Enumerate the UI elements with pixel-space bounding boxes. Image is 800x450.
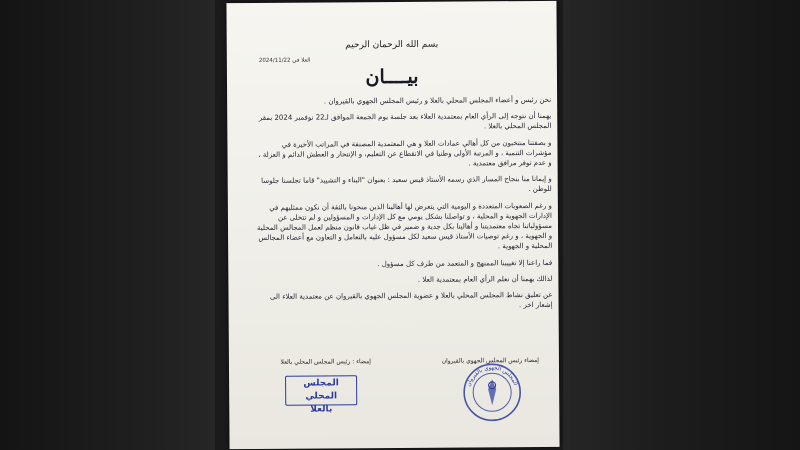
stamp-line-2: بالعلا — [310, 404, 333, 415]
paragraph: يهمنا أن نتوجه إلى الرأي العام بمعتمدية العلاء بعد جلسة يوم الجمعة الموافق لـ22 نوفمبر 2024 بمقر المجلس المحلي بالعلا . — [258, 112, 552, 131]
dark-background-right — [563, 0, 800, 450]
paragraph: فما راعنا إلا تغييبنا الممنهج و المتعمد من طرف كل مسؤول . — [377, 258, 553, 268]
document-date: العلا في 2024/11/22 — [258, 57, 311, 64]
document-sheet — [226, 1, 559, 449]
paragraph: نحن رئيس و أعضاء المجلس المحلي بالعلا و رئيس المجلس الجهوي بالقيروان . — [323, 95, 552, 106]
paragraph: و رغم الصعوبات المتعددة و اليومية التي يتعرض لها أهالينا الذين منحونا بالثقة أن نكون ممثليهم في الإدارات الجهوية و المحلية ، و تواصلنا بشكل يومي مع كل الإدارات و المسؤولين و لم تتخلى عن مسؤولياتنا تجاه معتمديتنا و أهالينا بكل جدية و ضمير في ظل غياب قانون منظم لعمل المجالس المحلية و الجهوية ، و رغم توصيات الأستاذ قيس سعيد لكل مسؤول عليه بالتعامل و التعاون مع أعضاء المجالس المحلية و الجهوية . — [256, 201, 553, 251]
stamp-line-1: المجلس المحلي — [303, 378, 339, 402]
paragraph: و بصفتنا منتخبون من كل أهالي عمادات العلا و هي المعتمدية المصنفة في المراتب الأخيرة في مؤشرات التنمية ، و المرتبة الأولى وطنيا في الانقطاع عن التعليم، و الإنتحار و العطش الدائم و العزلة ، و عدم توفر مرافق معتمدية . — [258, 138, 552, 168]
document-title: بيــــان — [365, 65, 419, 89]
local-council-stamp — [285, 375, 357, 415]
stamp-arc-text: المجلس الجهوي بالقيروان — [465, 365, 518, 388]
dark-background-left — [0, 0, 215, 450]
paragraph: و إيمانا منا بنجاح المسار الذي رسمه الأستاذ قيس سعيد : بعنوان "البناء و التشييد" قاما تجلسنا جلوسا للوطن . — [261, 175, 552, 194]
paragraph: لذالك يهمنا أن نعلم الرأي العام بمعتمدية العلا . — [417, 274, 553, 284]
basmala: بسم الله الرحمان الرحيم — [345, 39, 439, 51]
regional-council-round-stamp — [461, 361, 523, 423]
paragraph: عن تعليق نشاط المجلس المحلي بالعلا و عضوية المجلس الجهوي بالقيروان عن معتمدية العلاء الى إشعار اخر . — [270, 290, 553, 310]
document-body — [255, 95, 553, 319]
signature-local-council: إمضاء : رئيس المجلس المحلي بالعلا — [280, 358, 371, 366]
signature-regional-council: إمضاء رئيس المجلس الجهوي بالقيروان — [441, 356, 539, 365]
